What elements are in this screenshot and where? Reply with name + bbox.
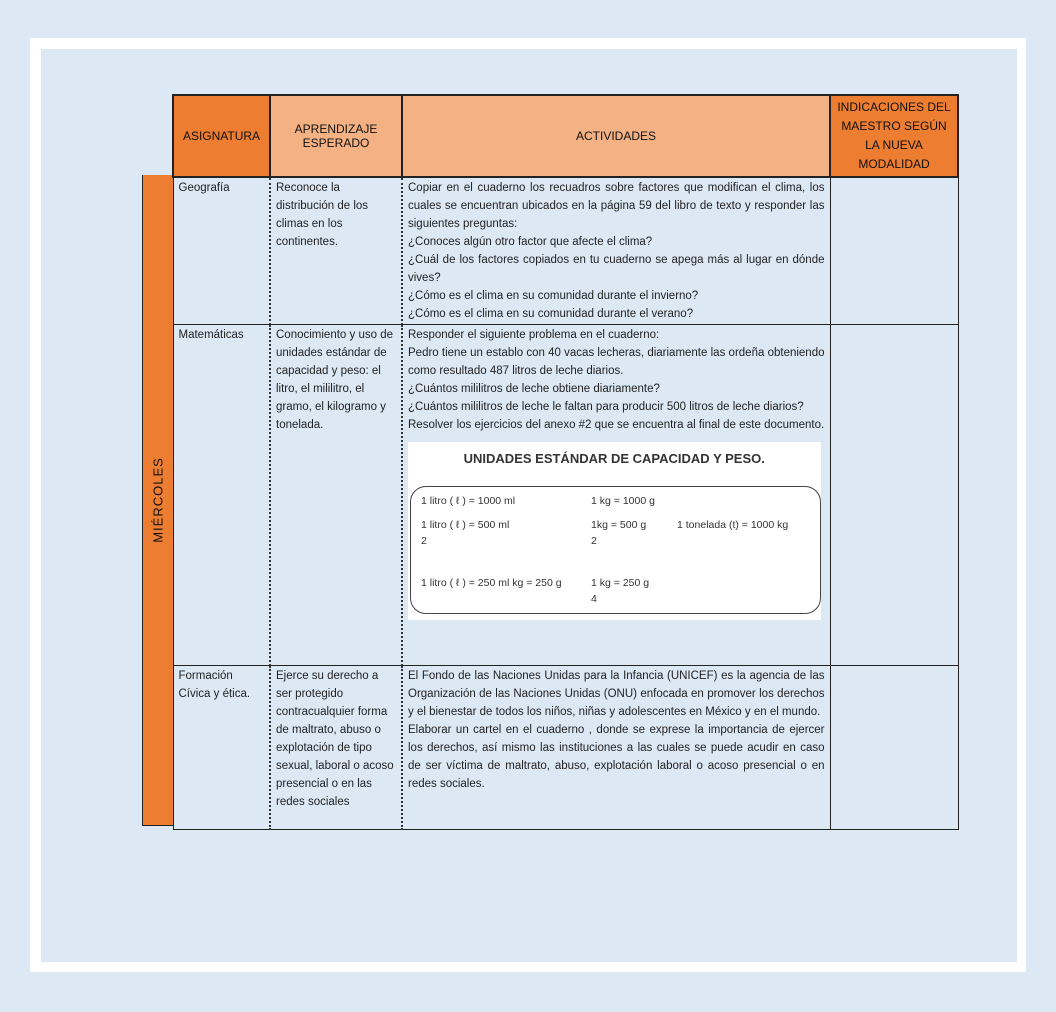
learning-cell: Ejerce su derecho a ser protegido contracualquier forma de maltrato, abuso o explotación de tipo sexual, laboral o acoso presencial o en las redes sociales — [270, 666, 402, 830]
subject-cell: Geografía — [173, 177, 270, 325]
activity-text: Responder el siguiente problema en el cuaderno: — [408, 329, 660, 341]
unit-conversion: 1 litro ( ℓ ) = 250 ml kg = 250 g — [421, 577, 562, 589]
learning-cell: Reconoce la distribución de los climas en los continentes. — [270, 177, 402, 325]
unit-conversion: 1 litro ( ℓ ) = 1000 ml — [421, 495, 516, 507]
activity-text: ¿Cómo es el clima en su comunidad durante el invierno? — [408, 290, 699, 302]
activity-text: Copiar en el cuaderno los recuadros sobre factores que modifican el clima, los cuales se encuentran ubicados en la página 59 del libro de texto y responder las siguientes preguntas: — [408, 182, 825, 230]
units-title: UNIDADES ESTÁNDAR DE CAPACIDAD Y PESO. — [463, 451, 765, 466]
teacher-notes-cell — [830, 325, 958, 666]
unit-denominator: 2 — [591, 535, 597, 547]
unit-conversion: 1 kg = 250 g — [591, 577, 650, 589]
teacher-notes-cell — [830, 666, 958, 830]
activity-text: El Fondo de las Naciones Unidas para la Infancia (UNICEF) es la agencia de las Organización de las Naciones Unidas (ONU) enfocada en promover los derechos y el bienestar de todos los niños, niñas y adolescentes en México y en el mundo. — [408, 670, 825, 718]
units-box — [410, 486, 821, 614]
teacher-notes-cell — [830, 177, 958, 325]
table-row — [173, 325, 958, 666]
units-image — [408, 442, 821, 620]
unit-denominator: 4 — [591, 593, 597, 605]
header-row — [173, 95, 958, 177]
activity-text: ¿Cuántos mililitros de leche obtiene diariamente? — [408, 383, 660, 395]
table-row — [173, 177, 958, 325]
header-indicaciones: INDICACIONES DEL MAESTRO SEGÚN LA NUEVA MODALIDAD — [830, 95, 958, 177]
header-aprendizaje: APRENDIZAJE ESPERADO — [270, 95, 402, 177]
unit-conversion: 1kg = 500 g — [591, 519, 647, 531]
activity-text: ¿Conoces algún otro factor que afecte el clima? — [408, 236, 653, 248]
lesson-plan-table — [172, 94, 959, 830]
learning-cell: Conocimiento y uso de unidades estándar de capacidad y peso: el litro, el mililitro, el gramo, el kilogramo y tonelada. — [270, 325, 402, 666]
activity-text: Resolver los ejercicios del anexo #2 que se encuentra al final de este documento. — [408, 419, 825, 431]
activity-text: Elaborar un cartel en el cuaderno , donde se exprese la importancia de ejercer los derechos, así mismo las instituciones a las cuales se puede acudir en caso de ser víctima de maltrato, abuso, explotación laboral o acoso presencial o en redes sociales. — [408, 724, 825, 790]
activities-cell — [402, 666, 830, 830]
day-column — [142, 175, 173, 826]
activity-text: Pedro tiene un establo con 40 vacas lecheras, diariamente las ordeña obteniendo como resultado 487 litros de leche diarios. — [408, 347, 825, 377]
subject-cell: Matemáticas — [173, 325, 270, 666]
header-asignatura: ASIGNATURA — [173, 95, 270, 177]
unit-conversion: 1 kg = 1000 g — [591, 495, 655, 507]
activity-text: ¿Cómo es el clima en su comunidad durante el verano? — [408, 308, 694, 320]
unit-conversion: 1 litro ( ℓ ) = 500 ml — [421, 519, 510, 531]
activity-text: ¿Cuántos mililitros de leche le faltan para producir 500 litros de leche diarios? — [408, 401, 804, 413]
subject-cell: Formación Cívica y ética. — [173, 666, 270, 830]
table-row — [173, 666, 958, 830]
header-actividades: ACTIVIDADES — [402, 95, 830, 177]
activities-cell — [402, 177, 830, 325]
activity-text: ¿Cuál de los factores copiados en tu cuaderno se apega más al lugar en dónde vives? — [408, 254, 825, 284]
activities-cell — [402, 325, 830, 666]
unit-denominator: 2 — [421, 535, 427, 547]
unit-conversion: 1 tonelada (t) = 1000 kg — [677, 519, 789, 531]
day-label: MIÉRCOLES — [150, 457, 166, 543]
